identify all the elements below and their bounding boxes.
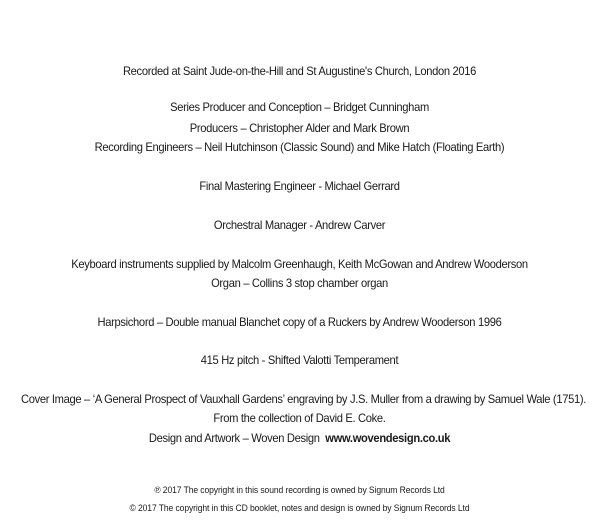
design-credit: Design and Artwork – Woven Design — [148, 431, 320, 445]
designer-website-link[interactable]: www.wovendesign.co.uk — [325, 431, 451, 445]
pitch-temperament-note: 415 Hz pitch - Shifted Valotti Temperament — [200, 353, 399, 367]
orchestral-manager-credit: Orchestral Manager - Andrew Carver — [213, 218, 386, 232]
booklet-copyright: © 2017 The copyright in this CD booklet, notes and design is owned by Signum Records Ltd — [129, 503, 470, 513]
series-producer-credit: Series Producer and Conception – Bridget Cunningham — [170, 100, 429, 114]
mastering-engineer-credit: Final Mastering Engineer - Michael Gerrard — [199, 179, 400, 193]
keyboard-instruments-credit: Keyboard instruments supplied by Malcolm Greenhaugh, Keith McGowan and Andrew Wooderson — [71, 257, 528, 271]
phonographic-copyright: ℗ 2017 The copyright in this sound recording is owned by Signum Records Ltd — [154, 485, 445, 495]
producers-credit: Producers – Christopher Alder and Mark Brown — [189, 121, 410, 135]
collection-credit: From the collection of David E. Coke. — [213, 411, 386, 425]
organ-credit: Organ – Collins 3 stop chamber organ — [211, 276, 388, 290]
harpsichord-credit: Harpsichord – Double manual Blanchet copy of a Ruckers by Andrew Wooderson 1996 — [97, 315, 502, 329]
recording-location: Recorded at Saint Jude-on-the-Hill and St Augustine's Church, London 2016 — [122, 64, 477, 78]
cover-image-credit: Cover Image – ‘A General Prospect of Vauxhall Gardens’ engraving by J.S. Muller from a drawing by Samuel Wale (1751). — [20, 392, 587, 406]
recording-engineers-credit: Recording Engineers – Neil Hutchinson (Classic Sound) and Mike Hatch (Floating Earth) — [94, 140, 505, 154]
design-credit-line — [21, 430, 578, 446]
